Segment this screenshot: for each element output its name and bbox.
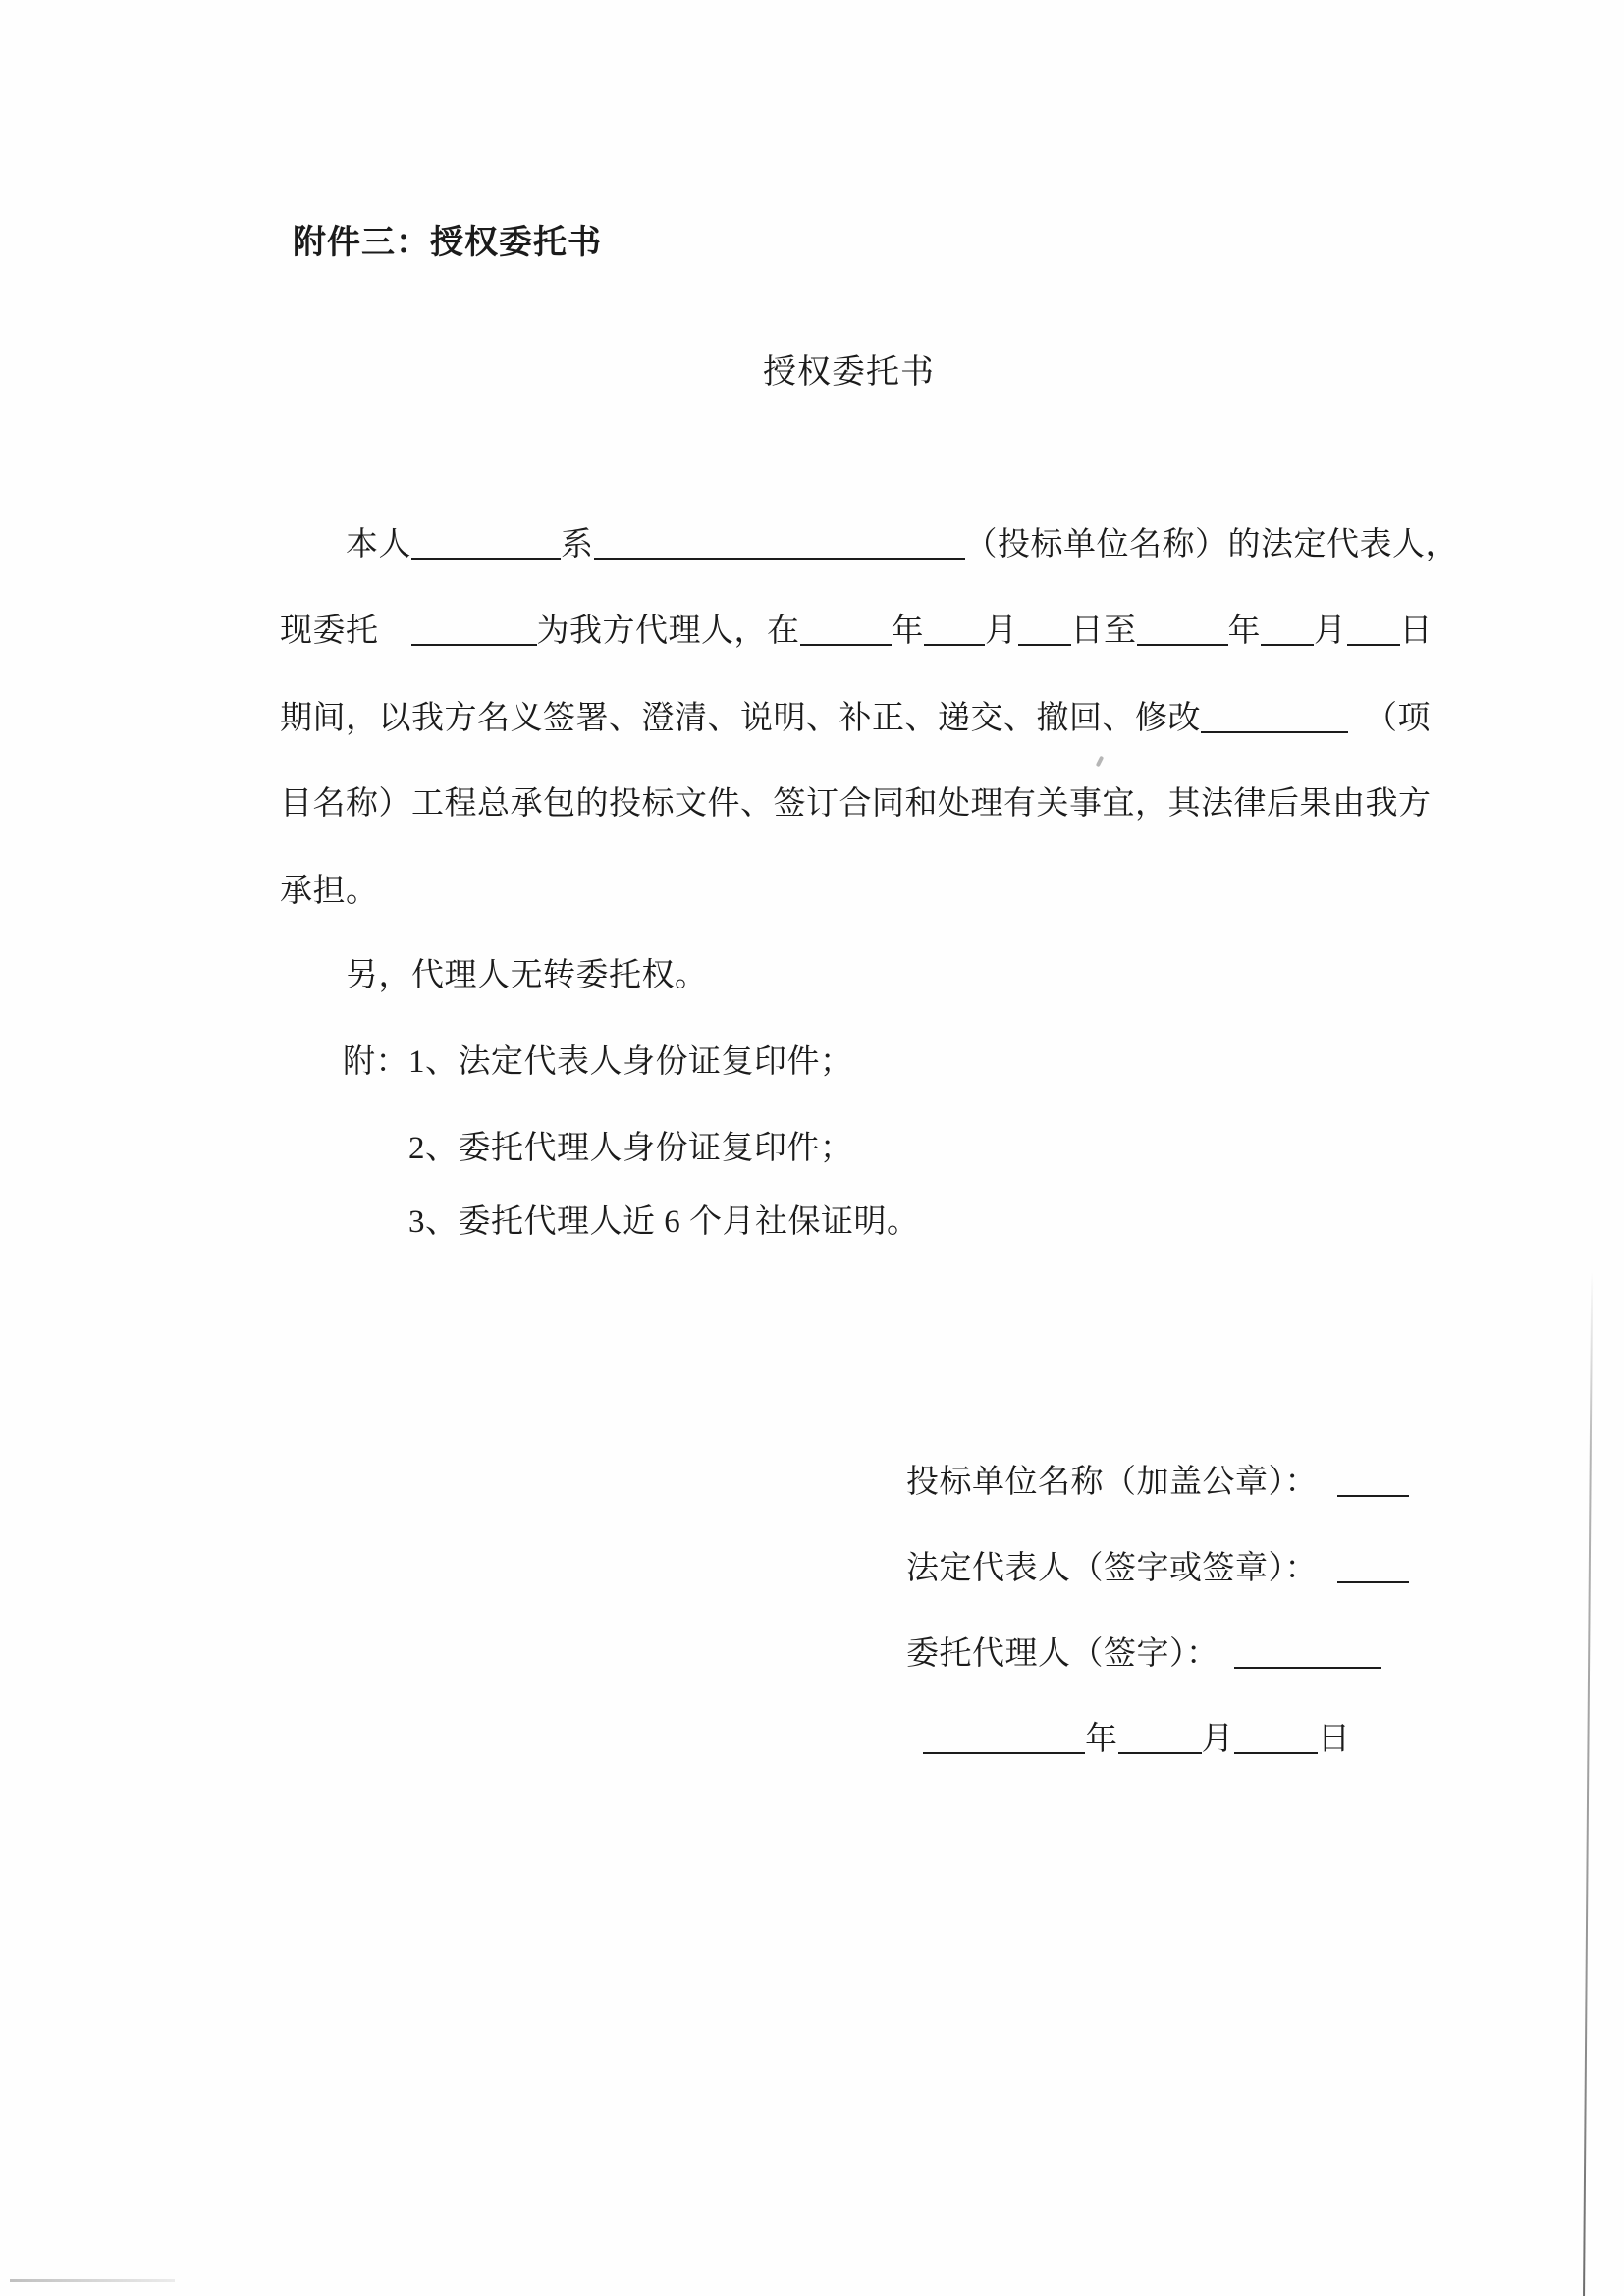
- text-year1: 年: [891, 614, 924, 649]
- blank-agent-name: [411, 638, 537, 646]
- label-company-seal: 投标单位名称（加盖公章）：: [906, 1465, 1318, 1500]
- text-benren: 本人: [346, 527, 411, 562]
- text-line4: 目名称）工程总承包的投标文件、签订合同和处理有关事宜，其法律后果由我方: [280, 786, 1432, 822]
- blank-project-name: [1201, 725, 1348, 733]
- text-chengdan: 承担。: [280, 874, 379, 909]
- text-month2: 月: [1314, 614, 1347, 649]
- attachment-item-2: [408, 1127, 853, 1170]
- label-agent-sign: 委托代理人（签字）：: [906, 1636, 1219, 1672]
- text-date-day: 日: [1318, 1722, 1351, 1757]
- text-day-to: 日至: [1070, 614, 1137, 649]
- text-year2: 年: [1227, 614, 1261, 649]
- blank-date-month: [1118, 1746, 1202, 1754]
- blank-legal-rep-sign: [1337, 1575, 1409, 1583]
- blank-agent-sign: [1234, 1661, 1381, 1669]
- text-attachment-1: 附：1、法定代表人身份证复印件；: [343, 1044, 853, 1080]
- signature-company-line: [906, 1461, 1409, 1504]
- text-date-year: 年: [1085, 1722, 1118, 1757]
- blank-month-to: [1261, 638, 1314, 646]
- body-line-1: [346, 523, 1458, 566]
- text-no-subdelegation: 另，代理人无转委托权。: [346, 958, 708, 993]
- blank-principal-name: [411, 552, 561, 560]
- text-day2: 日: [1399, 614, 1433, 649]
- text-line3: 期间，以我方名义签署、澄清、说明、补正、递交、撤回、修改: [280, 701, 1201, 736]
- blank-date-year: [923, 1746, 1085, 1754]
- attachment-item-1: [343, 1041, 853, 1084]
- signature-date-line: [923, 1718, 1351, 1761]
- text-xi: 系: [561, 527, 594, 562]
- body-line-5: [280, 870, 379, 913]
- text-line3-tail: （项: [1365, 701, 1431, 736]
- text-date-month: 月: [1201, 1722, 1234, 1757]
- blank-month-from: [924, 638, 985, 646]
- text-attachment-2: 2、委托代理人身份证复印件；: [408, 1131, 853, 1166]
- document-title: 授权委托书: [763, 354, 935, 391]
- body-line-3: [280, 697, 1431, 740]
- blank-year-to: [1137, 638, 1228, 646]
- text-attachment-3: 3、委托代理人近 6 个月社保证明。: [408, 1204, 920, 1240]
- attachment-item-3: [408, 1201, 920, 1244]
- scan-artifact-bottom-line: [10, 2279, 175, 2282]
- blank-date-day: [1234, 1746, 1318, 1754]
- blank-day-to-2: [1347, 638, 1400, 646]
- body-line-6: [346, 954, 708, 997]
- text-line1-tail: （投标单位名称）的法定代表人，: [964, 527, 1458, 562]
- attachment-header: 附件三：授权委托书: [293, 224, 602, 261]
- body-line-4: [280, 782, 1432, 826]
- signature-legal-rep-line: [906, 1547, 1409, 1590]
- text-month1: 月: [985, 614, 1018, 649]
- body-line-2: [280, 610, 1433, 653]
- blank-year-from: [800, 638, 892, 646]
- scan-artifact-speckle: [1096, 756, 1105, 768]
- blank-day-from: [1018, 638, 1071, 646]
- text-line2-mid: 为我方代理人，在: [536, 614, 800, 649]
- text-weituo: 现委托: [280, 614, 379, 649]
- scan-artifact-vertical-line: [1583, 1271, 1593, 2296]
- blank-company-name: [594, 552, 965, 560]
- blank-company-seal: [1337, 1489, 1409, 1497]
- label-legal-rep-sign: 法定代表人（签字或签章）：: [906, 1551, 1318, 1586]
- signature-agent-line: [906, 1632, 1381, 1676]
